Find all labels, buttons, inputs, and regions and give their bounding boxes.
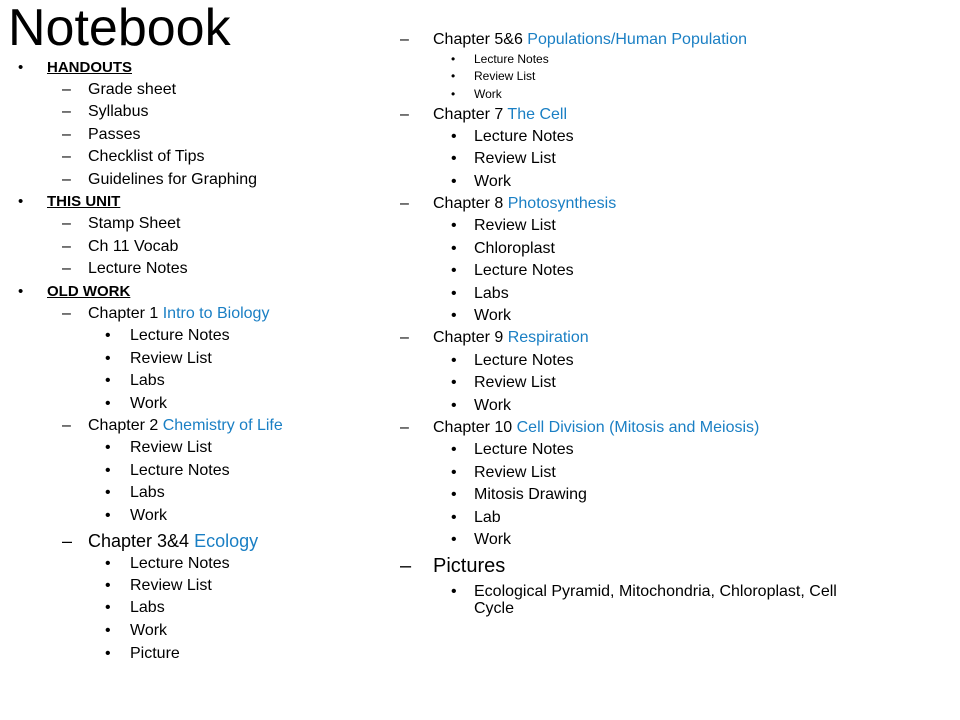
dash-icon: – <box>400 329 409 346</box>
chapter-topic: Ecology <box>194 531 259 551</box>
list-item: Review List <box>130 439 212 456</box>
list-item: Grade sheet <box>88 81 177 98</box>
dash-icon: – <box>62 126 71 143</box>
chapter-heading <box>433 106 567 124</box>
chapter-prefix: Chapter 9 <box>433 329 504 346</box>
bullet-icon: • <box>105 507 111 524</box>
bullet-icon: • <box>105 395 111 412</box>
list-item: Work <box>130 395 168 412</box>
dash-icon: – <box>400 555 412 577</box>
bullet-icon: • <box>451 173 457 190</box>
bullet-icon: • <box>451 583 457 600</box>
chapter-heading <box>88 305 269 323</box>
dash-icon: – <box>62 103 71 120</box>
list-item: Review List <box>130 350 212 367</box>
list-item: Mitosis Drawing <box>474 486 587 503</box>
chapter-heading <box>433 329 589 347</box>
list-item: Lab <box>474 509 501 526</box>
bullet-icon: • <box>105 439 111 456</box>
list-item: Work <box>474 173 512 190</box>
bullet-icon: • <box>451 285 457 302</box>
bullet-icon: • <box>451 69 456 83</box>
dash-icon: – <box>400 31 409 48</box>
list-item: Stamp Sheet <box>88 215 181 232</box>
bullet-icon: • <box>105 372 111 389</box>
list-item: Work <box>130 507 168 524</box>
list-item: Ch 11 Vocab <box>88 238 179 255</box>
bullet-icon: • <box>451 486 457 503</box>
chapter-prefix: Chapter 1 <box>88 305 159 322</box>
list-item: Work <box>130 622 168 639</box>
list-item: Review List <box>474 464 556 481</box>
dash-icon: – <box>400 106 409 123</box>
list-item: Work <box>474 307 512 324</box>
list-item: Labs <box>130 372 165 389</box>
dash-icon: – <box>62 305 71 322</box>
list-item: Picture <box>130 645 180 662</box>
pictures-heading: Pictures <box>433 555 506 577</box>
bullet-icon: • <box>451 307 457 324</box>
bullet-icon: • <box>105 350 111 367</box>
chapter-topic: Photosynthesis <box>507 195 617 212</box>
section-heading-handouts: HANDOUTS <box>47 59 132 76</box>
bullet-icon: • <box>451 374 457 391</box>
list-item: Work <box>474 531 512 548</box>
bullet-icon: • <box>451 509 457 526</box>
bullet-icon: • <box>105 599 111 616</box>
chapter-prefix: Chapter 5&6 <box>433 31 523 48</box>
bullet-icon: • <box>105 555 111 572</box>
list-item: Work <box>474 397 512 414</box>
dash-icon: – <box>62 148 71 165</box>
list-item-continuation: Cycle <box>474 600 515 617</box>
list-item: Labs <box>130 599 165 616</box>
list-item: Review List <box>474 374 556 391</box>
list-item: Review List <box>474 150 556 167</box>
bullet-icon: • <box>105 484 111 501</box>
bullet-icon: • <box>451 262 457 279</box>
chapter-topic: Chemistry of Life <box>162 417 283 434</box>
list-item: Lecture Notes <box>474 52 549 66</box>
bullet-icon: • <box>18 59 24 76</box>
bullet-icon: • <box>105 327 111 344</box>
dash-icon: – <box>62 260 71 277</box>
bullet-icon: • <box>451 128 457 145</box>
list-item: Guidelines for Graphing <box>88 171 257 188</box>
dash-icon: – <box>400 419 409 436</box>
chapter-topic: Populations/Human Population <box>527 31 747 48</box>
list-item: Lecture Notes <box>130 555 230 572</box>
chapter-prefix: Chapter 8 <box>433 195 504 212</box>
bullet-icon: • <box>451 52 456 66</box>
list-item: Checklist of Tips <box>88 148 205 165</box>
bullet-icon: • <box>18 193 24 210</box>
list-item: Labs <box>474 285 509 302</box>
dash-icon: – <box>62 531 73 551</box>
bullet-icon: • <box>18 283 24 300</box>
list-item: Syllabus <box>88 103 149 120</box>
bullet-icon: • <box>451 240 457 257</box>
bullet-icon: • <box>451 531 457 548</box>
chapter-topic: The Cell <box>507 106 567 123</box>
bullet-icon: • <box>451 150 457 167</box>
bullet-icon: • <box>451 441 457 458</box>
list-item: Review List <box>474 69 536 83</box>
section-heading-old-work: OLD WORK <box>47 283 131 300</box>
dash-icon: – <box>62 171 71 188</box>
bullet-icon: • <box>105 645 111 662</box>
bullet-icon: • <box>451 397 457 414</box>
dash-icon: – <box>62 238 71 255</box>
list-item: Labs <box>130 484 165 501</box>
list-item: Lecture Notes <box>474 128 574 145</box>
list-item: Review List <box>474 217 556 234</box>
chapter-prefix: Chapter 10 <box>433 419 513 436</box>
chapter-heading <box>88 417 283 435</box>
slide-title: Notebook <box>8 0 231 57</box>
chapter-prefix: Chapter 2 <box>88 417 159 434</box>
chapter-prefix: Chapter 3&4 <box>88 531 190 551</box>
bullet-icon: • <box>451 87 456 101</box>
section-heading-this-unit: THIS UNIT <box>47 193 121 210</box>
dash-icon: – <box>62 215 71 232</box>
dash-icon: – <box>62 417 71 434</box>
list-item: Chloroplast <box>474 240 555 257</box>
bullet-icon: • <box>451 352 457 369</box>
list-item: Passes <box>88 126 141 143</box>
bullet-icon: • <box>105 577 111 594</box>
list-item: Work <box>474 87 502 101</box>
list-item: Lecture Notes <box>474 352 574 369</box>
list-item: Lecture Notes <box>474 262 574 279</box>
chapter-heading <box>433 419 759 437</box>
dash-icon: – <box>400 195 409 212</box>
chapter-topic: Respiration <box>507 329 589 346</box>
list-item: Lecture Notes <box>474 441 574 458</box>
chapter-topic: Cell Division (Mitosis and Meiosis) <box>516 419 760 436</box>
list-item: Lecture Notes <box>130 462 230 479</box>
list-item: Lecture Notes <box>88 260 188 277</box>
chapter-heading <box>433 195 616 213</box>
chapter-prefix: Chapter 7 <box>433 106 504 123</box>
bullet-icon: • <box>105 462 111 479</box>
list-item: Ecological Pyramid, Mitochondria, Chloroplast, Cell <box>474 583 837 600</box>
list-item: Review List <box>130 577 212 594</box>
chapter-topic: Intro to Biology <box>162 305 270 322</box>
bullet-icon: • <box>105 622 111 639</box>
bullet-icon: • <box>451 464 457 481</box>
dash-icon: – <box>62 81 71 98</box>
bullet-icon: • <box>451 217 457 234</box>
chapter-heading <box>433 31 747 49</box>
list-item: Lecture Notes <box>130 327 230 344</box>
chapter-heading <box>88 531 258 552</box>
